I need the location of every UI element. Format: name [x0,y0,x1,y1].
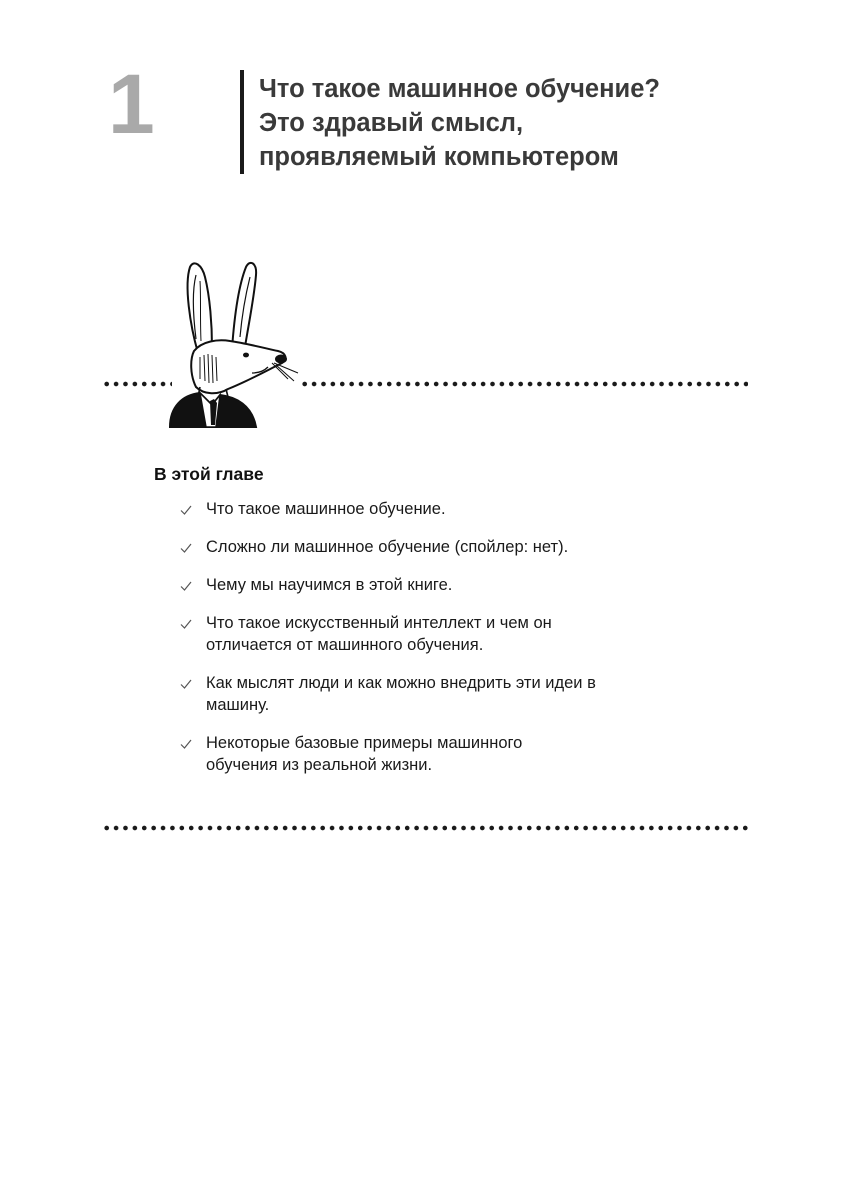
list-item-label: Чему мы научимся в этой книге. [206,576,453,594]
dotted-divider-bottom [102,825,748,831]
checkmark-icon [180,679,192,689]
checkmark-icon [180,581,192,591]
list-item [178,536,698,558]
list-item [178,732,698,776]
chapter-title-line: Это здравый смысл, [259,109,524,137]
checkmark-icon [180,619,192,629]
list-item-label: Что такое машинное обучение. [206,500,446,518]
dotted-divider-top [300,381,748,387]
list-item [178,574,698,596]
checkmark-icon [180,543,192,553]
section-heading: В этой главе [154,464,264,484]
list-item-label: Сложно ли машинное обучение (спойлер: нет). [206,538,569,556]
list-item-label: Что такое искусственный интеллект и чем он отличается от машинного обучения. [206,614,552,654]
rabbit-in-suit-icon [160,255,310,433]
list-item [178,612,698,656]
list-item [178,672,698,716]
chapter-title [259,72,779,174]
chapter-title-line: проявляемый компьютером [259,143,619,171]
chapter-topics-list [178,498,698,792]
list-item-label: Некоторые базовые примеры машинного обучения из реальной жизни. [206,734,523,774]
list-item-label: Как мыслят люди и как можно внедрить эти идеи в машину. [206,674,596,714]
chapter-number: 1 [108,57,155,151]
list-item [178,498,698,520]
title-divider [240,70,244,174]
checkmark-icon [180,505,192,515]
checkmark-icon [180,739,192,749]
chapter-title-line: Что такое машинное обучение? [259,75,660,103]
